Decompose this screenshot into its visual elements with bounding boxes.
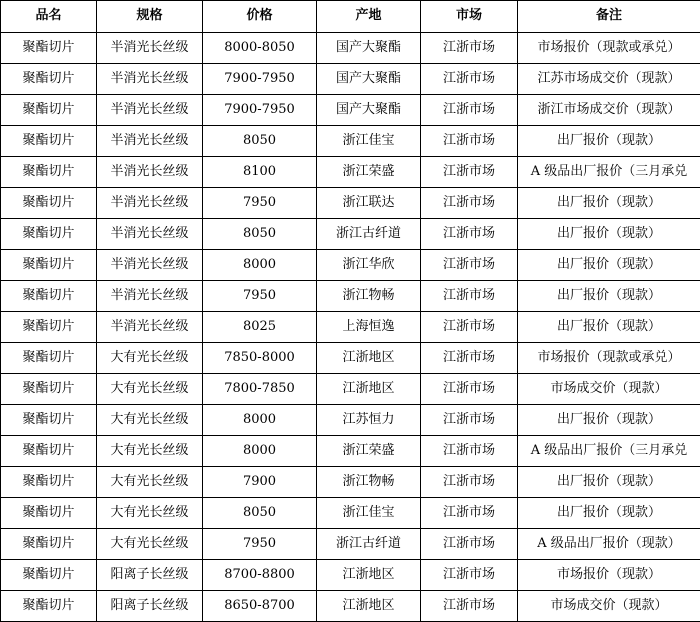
spec-cell: 大有光长丝级	[97, 529, 203, 560]
product-name-cell: 聚酯切片	[1, 33, 97, 64]
price-cell: 8025	[203, 312, 317, 343]
table-row	[1, 405, 700, 436]
spec-cell: 半消光长丝级	[97, 126, 203, 157]
price-cell: 8650-8700	[203, 591, 317, 622]
spec-cell: 大有光长丝级	[97, 467, 203, 498]
table-row	[1, 498, 700, 529]
header-product-name: 品名	[1, 1, 97, 33]
price-cell: 8000-8050	[203, 33, 317, 64]
price-cell: 7900-7950	[203, 64, 317, 95]
product-name-cell: 聚酯切片	[1, 560, 97, 591]
price-cell: 7900-7950	[203, 95, 317, 126]
remark-cell: 出厂报价（现款）	[518, 498, 700, 529]
price-cell: 8000	[203, 250, 317, 281]
product-name-cell: 聚酯切片	[1, 343, 97, 374]
remark-cell: 出厂报价（现款）	[518, 126, 700, 157]
market-cell: 江浙市场	[421, 560, 518, 591]
table-row	[1, 343, 700, 374]
remark-cell: 出厂报价（现款）	[518, 250, 700, 281]
market-cell: 江浙市场	[421, 405, 518, 436]
market-cell: 江浙市场	[421, 312, 518, 343]
remark-cell: A 级品出厂报价（三月承兑	[518, 157, 700, 188]
origin-cell: 国产大聚酯	[317, 95, 421, 126]
origin-cell: 浙江物畅	[317, 467, 421, 498]
product-name-cell: 聚酯切片	[1, 157, 97, 188]
remark-cell: 江苏市场成交价（现款）	[518, 64, 700, 95]
header-row	[1, 1, 700, 33]
product-name-cell: 聚酯切片	[1, 529, 97, 560]
spec-cell: 半消光长丝级	[97, 281, 203, 312]
market-cell: 江浙市场	[421, 188, 518, 219]
market-cell: 江浙市场	[421, 33, 518, 64]
remark-cell: 市场成交价（现款）	[518, 591, 700, 622]
market-cell: 江浙市场	[421, 157, 518, 188]
table-row	[1, 33, 700, 64]
product-name-cell: 聚酯切片	[1, 405, 97, 436]
market-cell: 江浙市场	[421, 343, 518, 374]
spec-cell: 大有光长丝级	[97, 374, 203, 405]
header-spec: 规格	[97, 1, 203, 33]
header-market: 市场	[421, 1, 518, 33]
remark-cell: 出厂报价（现款）	[518, 281, 700, 312]
origin-cell: 上海恒逸	[317, 312, 421, 343]
table-row	[1, 95, 700, 126]
product-name-cell: 聚酯切片	[1, 467, 97, 498]
origin-cell: 国产大聚酯	[317, 33, 421, 64]
price-cell: 8000	[203, 405, 317, 436]
price-cell: 8000	[203, 436, 317, 467]
remark-cell: 市场报价（现款或承兑）	[518, 343, 700, 374]
origin-cell: 国产大聚酯	[317, 64, 421, 95]
market-cell: 江浙市场	[421, 374, 518, 405]
product-name-cell: 聚酯切片	[1, 219, 97, 250]
market-cell: 江浙市场	[421, 591, 518, 622]
table-row	[1, 64, 700, 95]
remark-cell: 出厂报价（现款）	[518, 219, 700, 250]
product-name-cell: 聚酯切片	[1, 126, 97, 157]
remark-cell: A 级品出厂报价（现款）	[518, 529, 700, 560]
remark-cell: 浙江市场成交价（现款）	[518, 95, 700, 126]
origin-cell: 浙江华欣	[317, 250, 421, 281]
table-row	[1, 591, 700, 622]
spec-cell: 阳离子长丝级	[97, 591, 203, 622]
price-cell: 7850-8000	[203, 343, 317, 374]
market-cell: 江浙市场	[421, 467, 518, 498]
origin-cell: 江苏恒力	[317, 405, 421, 436]
product-name-cell: 聚酯切片	[1, 188, 97, 219]
origin-cell: 江浙地区	[317, 343, 421, 374]
price-cell: 7950	[203, 529, 317, 560]
table-row	[1, 188, 700, 219]
table-row	[1, 281, 700, 312]
table-row	[1, 126, 700, 157]
spec-cell: 大有光长丝级	[97, 343, 203, 374]
product-name-cell: 聚酯切片	[1, 281, 97, 312]
price-cell: 7950	[203, 281, 317, 312]
origin-cell: 浙江古纤道	[317, 219, 421, 250]
remark-cell: 出厂报价（现款）	[518, 188, 700, 219]
origin-cell: 浙江古纤道	[317, 529, 421, 560]
market-cell: 江浙市场	[421, 250, 518, 281]
origin-cell: 浙江佳宝	[317, 498, 421, 529]
product-name-cell: 聚酯切片	[1, 250, 97, 281]
table-row	[1, 250, 700, 281]
table-row	[1, 467, 700, 498]
product-name-cell: 聚酯切片	[1, 436, 97, 467]
spec-cell: 半消光长丝级	[97, 95, 203, 126]
remark-cell: A 级品出厂报价（三月承兑	[518, 436, 700, 467]
spec-cell: 大有光长丝级	[97, 498, 203, 529]
table-row	[1, 436, 700, 467]
price-cell: 8050	[203, 498, 317, 529]
origin-cell: 江浙地区	[317, 591, 421, 622]
market-cell: 江浙市场	[421, 498, 518, 529]
remark-cell: 市场成交价（现款）	[518, 374, 700, 405]
market-cell: 江浙市场	[421, 281, 518, 312]
origin-cell: 浙江佳宝	[317, 126, 421, 157]
price-cell: 8100	[203, 157, 317, 188]
header-remark: 备注	[518, 1, 700, 33]
spec-cell: 半消光长丝级	[97, 157, 203, 188]
header-price: 价格	[203, 1, 317, 33]
spec-cell: 半消光长丝级	[97, 64, 203, 95]
price-cell: 8050	[203, 219, 317, 250]
table-body	[1, 33, 700, 622]
remark-cell: 出厂报价（现款）	[518, 312, 700, 343]
price-cell: 7950	[203, 188, 317, 219]
origin-cell: 浙江物畅	[317, 281, 421, 312]
table-row	[1, 219, 700, 250]
spec-cell: 半消光长丝级	[97, 188, 203, 219]
price-cell: 8700-8800	[203, 560, 317, 591]
remark-cell: 出厂报价（现款）	[518, 467, 700, 498]
spec-cell: 大有光长丝级	[97, 405, 203, 436]
table-row	[1, 529, 700, 560]
market-cell: 江浙市场	[421, 126, 518, 157]
remark-cell: 市场报价（现款或承兑）	[518, 33, 700, 64]
header-origin: 产地	[317, 1, 421, 33]
remark-cell: 市场报价（现款）	[518, 560, 700, 591]
table-header	[1, 1, 700, 33]
product-name-cell: 聚酯切片	[1, 591, 97, 622]
market-cell: 江浙市场	[421, 219, 518, 250]
product-name-cell: 聚酯切片	[1, 64, 97, 95]
market-cell: 江浙市场	[421, 64, 518, 95]
table-row	[1, 560, 700, 591]
market-cell: 江浙市场	[421, 436, 518, 467]
spec-cell: 阳离子长丝级	[97, 560, 203, 591]
product-name-cell: 聚酯切片	[1, 374, 97, 405]
market-cell: 江浙市场	[421, 529, 518, 560]
spec-cell: 半消光长丝级	[97, 219, 203, 250]
product-name-cell: 聚酯切片	[1, 498, 97, 529]
origin-cell: 浙江荣盛	[317, 436, 421, 467]
spec-cell: 大有光长丝级	[97, 436, 203, 467]
origin-cell: 浙江联达	[317, 188, 421, 219]
price-cell: 7800-7850	[203, 374, 317, 405]
spec-cell: 半消光长丝级	[97, 33, 203, 64]
market-cell: 江浙市场	[421, 95, 518, 126]
table-row	[1, 374, 700, 405]
origin-cell: 江浙地区	[317, 374, 421, 405]
product-name-cell: 聚酯切片	[1, 312, 97, 343]
remark-cell: 出厂报价（现款）	[518, 405, 700, 436]
product-name-cell: 聚酯切片	[1, 95, 97, 126]
origin-cell: 江浙地区	[317, 560, 421, 591]
table-row	[1, 312, 700, 343]
origin-cell: 浙江荣盛	[317, 157, 421, 188]
table-row	[1, 157, 700, 188]
price-cell: 8050	[203, 126, 317, 157]
spec-cell: 半消光长丝级	[97, 312, 203, 343]
price-cell: 7900	[203, 467, 317, 498]
spec-cell: 半消光长丝级	[97, 250, 203, 281]
